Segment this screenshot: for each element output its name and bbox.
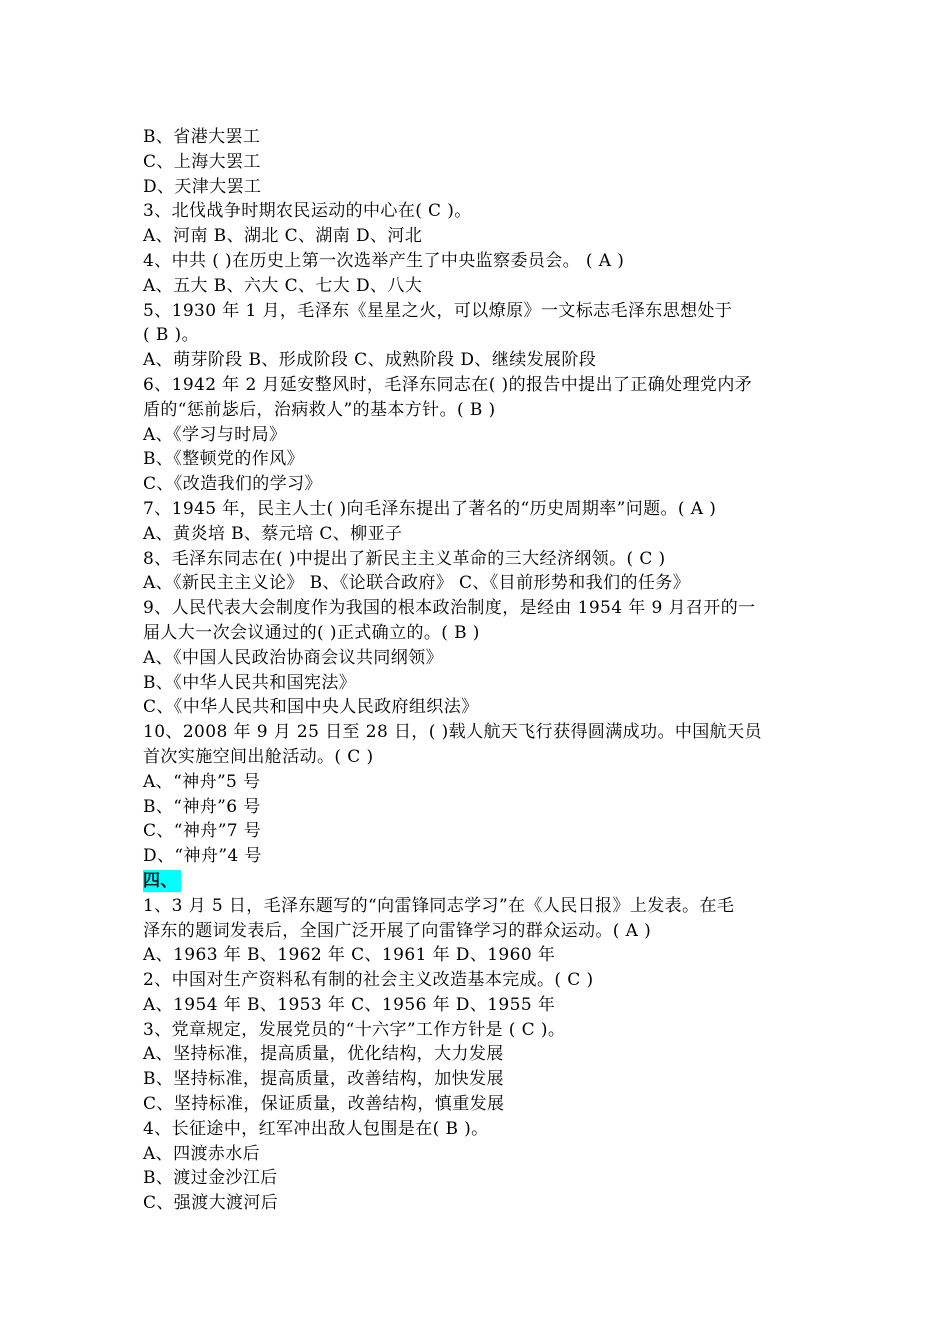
answer-option: B、坚持标准，提高质量，改善结构，加快发展 xyxy=(143,1069,504,1090)
question-text: 首次实施空间出舱活动。( C ) xyxy=(143,746,374,767)
question-text: ( B )。 xyxy=(143,325,199,346)
section-heading: 四、 xyxy=(143,870,181,892)
answer-option: B、渡过金沙江后 xyxy=(143,1168,278,1189)
question-text: 2、中国对生产资料私有制的社会主义改造基本完成。( C ) xyxy=(143,970,594,991)
section-heading-row xyxy=(143,869,843,894)
question-text: 1、3 月 5 日，毛泽东题写的“向雷锋同志学习”在《人民日报》上发表。在毛 xyxy=(143,895,735,916)
answer-option: A、1954 年 B、1953 年 C、1956 年 D、1955 年 xyxy=(143,994,556,1015)
answer-option: B、《中华人民共和国宪法》 xyxy=(143,672,357,693)
answer-option: A、四渡赤水后 xyxy=(143,1143,261,1164)
question-text: 6、1942 年 2 月延安整风时，毛泽东同志在( )的报告中提出了正确处理党内矛 xyxy=(143,374,753,395)
answer-option: A、五大 B、六大 C、七大 D、八大 xyxy=(143,275,423,296)
question-text: 4、中共 ( )在历史上第一次选举产生了中央监察委员会。 ( A ) xyxy=(143,250,625,271)
answer-option: A、河南 B、湖北 C、湖南 D、河北 xyxy=(143,226,423,247)
document-text xyxy=(143,125,843,1216)
answer-option: A、坚持标准，提高质量，优化结构，大力发展 xyxy=(143,1044,504,1065)
answer-option: C、“神舟”7 号 xyxy=(143,821,262,842)
answer-option: A、1963 年 B、1962 年 C、1961 年 D、1960 年 xyxy=(143,945,556,966)
question-text: 届人大一次会议通过的( )正式确立的。( B ) xyxy=(143,622,480,643)
answer-option: A、萌芽阶段 B、形成阶段 C、成熟阶段 D、继续发展阶段 xyxy=(143,350,597,371)
answer-option: C、坚持标准，保证质量，改善结构，慎重发展 xyxy=(143,1094,505,1115)
question-text: 泽东的题词发表后，全国广泛开展了向雷锋学习的群众运动。( A ) xyxy=(143,920,652,941)
question-text: 3、北伐战争时期农民运动的中心在( C )。 xyxy=(143,201,472,222)
answer-option: A、《新民主主义论》 B、《论联合政府》 C、《目前形势和我们的任务》 xyxy=(143,573,691,594)
answer-option: D、“神舟”4 号 xyxy=(143,846,262,867)
answer-option: A、“神舟”5 号 xyxy=(143,771,261,792)
answer-option: B、省港大罢工 xyxy=(143,127,261,147)
question-text: 5、1930 年 1 月，毛泽东《星星之火，可以燎原》一文标志毛泽东思想处于 xyxy=(143,300,733,321)
question-text: 3、党章规定，发展党员的“十六字”工作方针是 ( C )。 xyxy=(143,1019,566,1040)
answer-option: B、“神舟”6 号 xyxy=(143,796,261,817)
answer-option: A、黄炎培 B、蔡元培 C、柳亚子 xyxy=(143,523,403,544)
answer-option: C、上海大罢工 xyxy=(143,151,261,172)
answer-option: C、《中华人民共和国中央人民政府组织法》 xyxy=(143,697,479,718)
question-text: 9、人民代表大会制度作为我国的根本政治制度，是经由 1954 年 9 月召开的一 xyxy=(143,598,756,619)
answer-option: C、《改造我们的学习》 xyxy=(143,474,322,495)
answer-option: B、《整顿党的作风》 xyxy=(143,449,304,470)
question-text: 8、毛泽东同志在( )中提出了新民主主义革命的三大经济纲领。( C ) xyxy=(143,548,666,569)
question-text: 盾的“惩前毖后，治病救人”的基本方针。( B ) xyxy=(143,399,496,420)
question-text: 4、长征途中，红军冲出敌人包围是在( B )。 xyxy=(143,1118,489,1139)
answer-option: A、《中国人民政治协商会议共同纲领》 xyxy=(143,647,443,668)
question-text: 7、1945 年，民主人士( )向毛泽东提出了著名的“历史周期率”问题。( A ) xyxy=(143,498,717,519)
question-text: 10、2008 年 9 月 25 日至 28 日，( )载人航天飞行获得圆满成功。中国航天员 xyxy=(143,722,762,743)
answer-option: D、天津大罢工 xyxy=(143,176,262,197)
answer-option: C、强渡大渡河后 xyxy=(143,1193,279,1214)
answer-option: A、《学习与时局》 xyxy=(143,424,287,445)
